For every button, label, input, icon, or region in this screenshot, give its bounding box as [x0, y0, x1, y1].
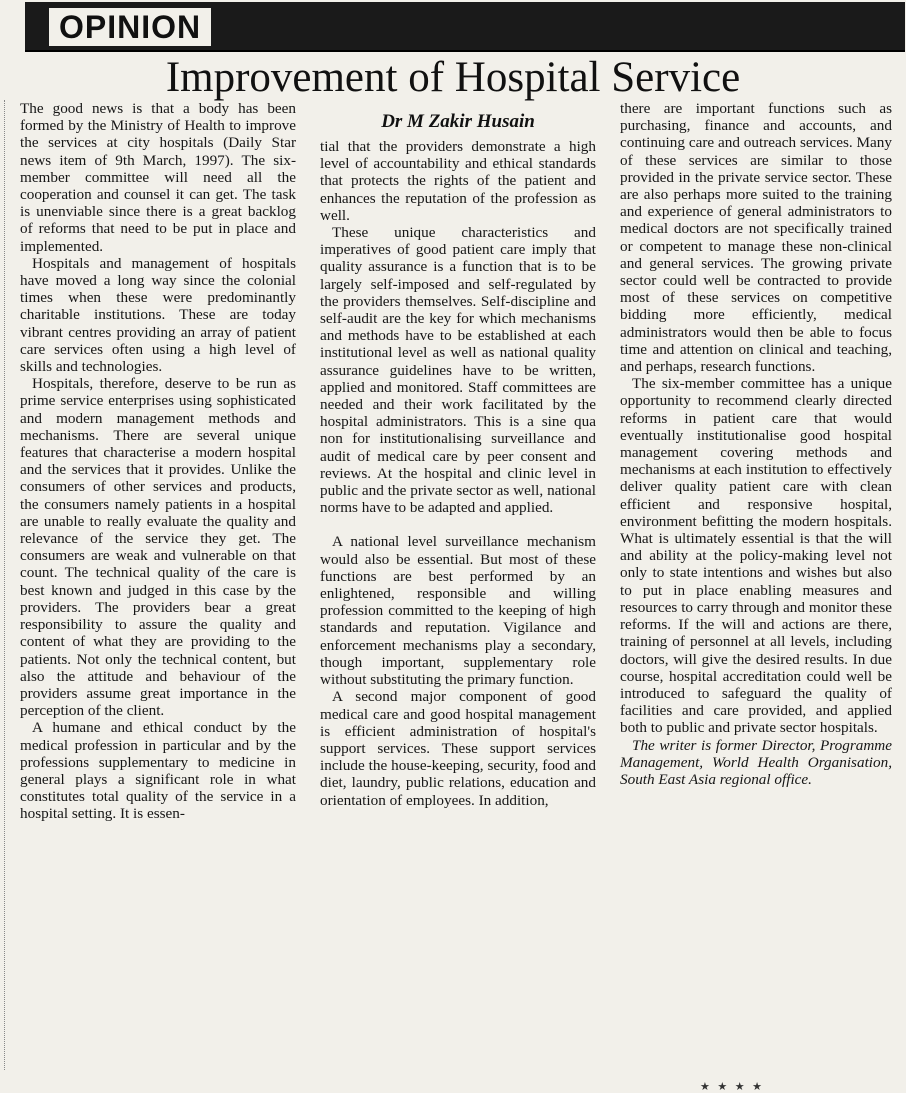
- author-byline: Dr M Zakir Husain: [381, 111, 535, 132]
- author-note: The writer is former Director, Programme Management, World Health Organisation, South East Asia regional office.: [620, 736, 892, 788]
- paragraph: A national level surveillance mechanism would also be essential. But most of these functions are best performed by an enlightened, responsible and willing profession committed to the keeping of high standards and reputation. Vigilance and enforcement mechanisms play a secondary, though important, supplementary role without substituting the primary function.: [320, 533, 596, 689]
- paragraph: These unique characteristics and imperatives of good patient care imply that quality assurance is a function that is to be largely self-imposed and self-regulated by the providers themselves. Self-discipline and self-audit are the key for which mechanisms and methods have to be established at each institutional level as well as national quality assurance guidelines have to be written, applied and monitored. Staff committees are needed and their work facilitated by the hospital administrators. This is a sine qua non for institutionalising surveillance and audit of medical care by peer consent and reviews. At the hospital and clinic level in public and the private sector as well, national norms have to be adapted and applied.: [320, 224, 596, 517]
- paragraph: The six-member committee has a unique opportunity to recommend clearly directed reforms in patient care that would eventually institutionalise good hospital management covering methods and mechanisms at each institution to effectively deliver quality patient care with clean efficient and responsive hospital, environment befitting the modern hospitals. What is ultimately essential is that the will and ability at the policy-making level not only to state intentions and wishes but also to put in place enabling measures and resources to carry through and monitor these reforms. If the will and actions are there, training of personnel at all levels, including doctors, will give the desired results. In due course, hospital accreditation could well be introduced to safeguard the quality of facilities and care provided, and applied both to public and private sector hospitals.: [620, 375, 892, 737]
- section-label: OPINION: [49, 8, 211, 46]
- article-column-1: [20, 100, 296, 823]
- article-column-3: [620, 100, 892, 788]
- paragraph: tial that the providers demonstrate a high level of accountability and ethical standards that protects the rights of the patient and enhances the reputation of the profession as well.: [320, 138, 596, 224]
- paragraph: The good news is that a body has been formed by the Ministry of Health to improve the services at city hospitals (Daily Star news item of 9th March, 1997). The six-member committee will need all the cooperation and counsel it can get. The task is unenviable since there is a great backlog of reforms that need to be put in place and implemented.: [20, 100, 296, 255]
- section-banner: [25, 2, 905, 52]
- paragraph: there are important functions such as purchasing, finance and accounts, and continuing care and outreach services. Many of these services are similar to those provided in the private service sector. These are also perhaps more suited to the training and experience of general administrators to medical doctors are not specifically trained or competent to manage these non-clinical and general services. The growing private sector could well be contracted to provide most of these services on competitive bidding more efficiently, medical administrators would then be able to focus time and attention on clinical and teaching, and perhaps, research functions.: [620, 100, 892, 376]
- margin-rule: [4, 100, 6, 1070]
- article-column-2: [320, 138, 596, 809]
- footer-ornament: ★ ★ ★ ★: [700, 1080, 764, 1093]
- article-headline: Improvement of Hospital Service: [165, 54, 741, 101]
- paragraph-gap: [320, 516, 596, 533]
- paragraph: A humane and ethical conduct by the medical profession in particular and by the professions supplementary to medicine in general plays a significant role in what constitutes total quality of the service in a hospital setting. It is essen-: [20, 719, 296, 823]
- paragraph: A second major component of good medical care and good hospital management is efficient administration of hospital's support services. These support services include the house-keeping, security, food and diet, laundry, public relations, education and orientation of employees. In addition,: [320, 688, 596, 809]
- paragraph: Hospitals, therefore, deserve to be run as prime service enterprises using sophisticated and modern management methods and mechanisms. There are several unique features that characterise a modern hospital and the services that it provides. Unlike the consumers of other services and products, the consumers namely patients in a hospital are unable to really evaluate the quality and relevance of the service they get. The consumers are weak and vulnerable on that count. The technical quality of the care is best known and judged in this case by the providers. The providers bear a great responsibility to assure the quality and content of what they are providing to the patients. Not only the technical content, but also the attitude and behaviour of the providers assume great importance in the perception of the client.: [20, 375, 296, 720]
- paragraph: Hospitals and management of hospitals have moved a long way since the colonial times when these were predominantly charitable institutions. These are today vibrant centres providing an array of patient care services often using a high level of skills and technologies.: [20, 254, 296, 376]
